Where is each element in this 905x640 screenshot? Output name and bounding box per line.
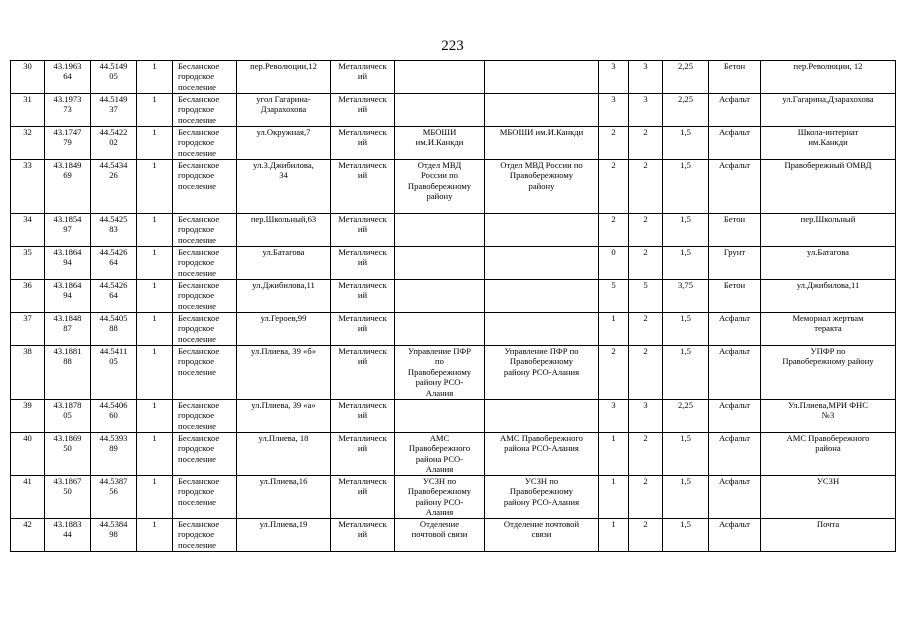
row-number: 31 bbox=[11, 94, 45, 127]
count-cell: 1 bbox=[599, 519, 629, 552]
settlement-cell: Бесланское городское поселение bbox=[173, 127, 237, 160]
address-cell: ул.Плиева, 39 «б» bbox=[237, 346, 331, 400]
owner-cell: АМС Правобережного района РСО- Алания bbox=[395, 433, 485, 476]
count-cell: 2 bbox=[599, 346, 629, 400]
quantity-cell: 1 bbox=[137, 476, 173, 519]
settlement-cell: Бесланское городское поселение bbox=[173, 280, 237, 313]
capacity-cell: 2 bbox=[629, 346, 663, 400]
owner-cell bbox=[395, 61, 485, 94]
owner-cell: УСЗН по Правобережному району РСО- Алания bbox=[395, 476, 485, 519]
count-cell: 3 bbox=[599, 400, 629, 433]
quantity-cell: 1 bbox=[137, 160, 173, 214]
row-number: 38 bbox=[11, 346, 45, 400]
row-number: 33 bbox=[11, 160, 45, 214]
quantity-cell: 1 bbox=[137, 433, 173, 476]
surface-cell: Асфальт bbox=[709, 476, 761, 519]
owner-cell: МБОШИ им.И.Канкди bbox=[395, 127, 485, 160]
location-cell: Правобережный ОМВД bbox=[761, 160, 896, 214]
location-cell: УСЗН bbox=[761, 476, 896, 519]
table-row bbox=[11, 94, 896, 127]
count-cell: 5 bbox=[599, 280, 629, 313]
material-cell: Металлическ ий bbox=[331, 519, 395, 552]
settlement-cell: Бесланское городское поселение bbox=[173, 519, 237, 552]
longitude-cell: 44.5405 88 bbox=[91, 313, 137, 346]
address-cell: ул.З.Джибилова, 34 bbox=[237, 160, 331, 214]
area-cell: 1,5 bbox=[663, 476, 709, 519]
count-cell: 1 bbox=[599, 313, 629, 346]
surface-cell: Бетон bbox=[709, 280, 761, 313]
material-cell: Металлическ ий bbox=[331, 94, 395, 127]
count-cell: 3 bbox=[599, 61, 629, 94]
row-number: 40 bbox=[11, 433, 45, 476]
material-cell: Металлическ ий bbox=[331, 127, 395, 160]
owner-cell: Отдел МВД России по Правобережному району bbox=[395, 160, 485, 214]
capacity-cell: 2 bbox=[629, 247, 663, 280]
capacity-cell: 2 bbox=[629, 519, 663, 552]
address-cell: ул.Плиева,19 bbox=[237, 519, 331, 552]
owner-full-cell: Отделение почтовой связи bbox=[485, 519, 599, 552]
capacity-cell: 2 bbox=[629, 476, 663, 519]
latitude-cell: 43.1747 79 bbox=[45, 127, 91, 160]
owner-cell bbox=[395, 280, 485, 313]
capacity-cell: 2 bbox=[629, 127, 663, 160]
surface-cell: Бетон bbox=[709, 61, 761, 94]
count-cell: 1 bbox=[599, 433, 629, 476]
capacity-cell: 2 bbox=[629, 160, 663, 214]
row-number: 37 bbox=[11, 313, 45, 346]
address-cell: угол Гагарина- Дзарахохова bbox=[237, 94, 331, 127]
area-cell: 2,25 bbox=[663, 61, 709, 94]
owner-cell: Отделение почтовой связи bbox=[395, 519, 485, 552]
quantity-cell: 1 bbox=[137, 400, 173, 433]
latitude-cell: 43.1973 73 bbox=[45, 94, 91, 127]
address-cell: ул.Окружная,7 bbox=[237, 127, 331, 160]
settlement-cell: Бесланское городское поселение bbox=[173, 476, 237, 519]
address-cell: ул.Джибилова,11 bbox=[237, 280, 331, 313]
quantity-cell: 1 bbox=[137, 280, 173, 313]
area-cell: 2,25 bbox=[663, 94, 709, 127]
location-cell: пер.Революции, 12 bbox=[761, 61, 896, 94]
longitude-cell: 44.5434 26 bbox=[91, 160, 137, 214]
capacity-cell: 3 bbox=[629, 61, 663, 94]
owner-cell bbox=[395, 400, 485, 433]
row-number: 39 bbox=[11, 400, 45, 433]
row-number: 36 bbox=[11, 280, 45, 313]
owner-full-cell bbox=[485, 214, 599, 247]
quantity-cell: 1 bbox=[137, 214, 173, 247]
longitude-cell: 44.5149 37 bbox=[91, 94, 137, 127]
area-cell: 1,5 bbox=[663, 247, 709, 280]
area-cell: 2,25 bbox=[663, 400, 709, 433]
count-cell: 0 bbox=[599, 247, 629, 280]
longitude-cell: 44.5149 05 bbox=[91, 61, 137, 94]
row-number: 32 bbox=[11, 127, 45, 160]
area-cell: 1,5 bbox=[663, 433, 709, 476]
longitude-cell: 44.5422 02 bbox=[91, 127, 137, 160]
table-row bbox=[11, 160, 896, 214]
table-row bbox=[11, 214, 896, 247]
area-cell: 1,5 bbox=[663, 519, 709, 552]
material-cell: Металлическ ий bbox=[331, 214, 395, 247]
count-cell: 2 bbox=[599, 127, 629, 160]
location-cell: Ул.Плиева,МРИ ФНС №3 bbox=[761, 400, 896, 433]
table-row bbox=[11, 313, 896, 346]
longitude-cell: 44.5393 89 bbox=[91, 433, 137, 476]
surface-cell: Асфальт bbox=[709, 346, 761, 400]
count-cell: 1 bbox=[599, 476, 629, 519]
latitude-cell: 43.1867 50 bbox=[45, 476, 91, 519]
address-cell: ул.Плиева,16 bbox=[237, 476, 331, 519]
surface-cell: Асфальт bbox=[709, 160, 761, 214]
surface-cell: Асфальт bbox=[709, 127, 761, 160]
owner-cell: Управление ПФР по Правобережному району РСО- Алания bbox=[395, 346, 485, 400]
row-number: 41 bbox=[11, 476, 45, 519]
address-cell: ул.Плиева, 18 bbox=[237, 433, 331, 476]
settlement-cell: Бесланское городское поселение bbox=[173, 94, 237, 127]
area-cell: 3,75 bbox=[663, 280, 709, 313]
settlement-cell: Бесланское городское поселение bbox=[173, 433, 237, 476]
capacity-cell: 2 bbox=[629, 433, 663, 476]
owner-cell bbox=[395, 313, 485, 346]
count-cell: 2 bbox=[599, 160, 629, 214]
settlement-cell: Бесланское городское поселение bbox=[173, 214, 237, 247]
location-cell: УПФР по Правобережному району bbox=[761, 346, 896, 400]
latitude-cell: 43.1848 87 bbox=[45, 313, 91, 346]
capacity-cell: 2 bbox=[629, 214, 663, 247]
count-cell: 3 bbox=[599, 94, 629, 127]
table-row bbox=[11, 127, 896, 160]
material-cell: Металлическ ий bbox=[331, 247, 395, 280]
page-number: 223 bbox=[441, 38, 464, 54]
table-row bbox=[11, 247, 896, 280]
count-cell: 2 bbox=[599, 214, 629, 247]
location-cell: пер.Школьный bbox=[761, 214, 896, 247]
surface-cell: Асфальт bbox=[709, 433, 761, 476]
quantity-cell: 1 bbox=[137, 247, 173, 280]
owner-full-cell: УСЗН по Правобережному району РСО-Алания bbox=[485, 476, 599, 519]
area-cell: 1,5 bbox=[663, 346, 709, 400]
area-cell: 1,5 bbox=[663, 313, 709, 346]
owner-full-cell: Отдел МВД России по Правобережному району bbox=[485, 160, 599, 214]
longitude-cell: 44.5426 64 bbox=[91, 247, 137, 280]
quantity-cell: 1 bbox=[137, 61, 173, 94]
latitude-cell: 43.1864 94 bbox=[45, 247, 91, 280]
settlement-cell: Бесланское городское поселение bbox=[173, 400, 237, 433]
latitude-cell: 43.1854 97 bbox=[45, 214, 91, 247]
table-row bbox=[11, 400, 896, 433]
longitude-cell: 44.5425 83 bbox=[91, 214, 137, 247]
location-cell: ул.Гагарина,Дзарахохова bbox=[761, 94, 896, 127]
longitude-cell: 44.5411 05 bbox=[91, 346, 137, 400]
quantity-cell: 1 bbox=[137, 127, 173, 160]
latitude-cell: 43.1881 88 bbox=[45, 346, 91, 400]
owner-full-cell bbox=[485, 61, 599, 94]
location-cell: Мемориал жертвам теракта bbox=[761, 313, 896, 346]
address-cell: ул.Батагова bbox=[237, 247, 331, 280]
capacity-cell: 5 bbox=[629, 280, 663, 313]
owner-full-cell bbox=[485, 94, 599, 127]
owner-cell bbox=[395, 94, 485, 127]
settlement-cell: Бесланское городское поселение bbox=[173, 313, 237, 346]
surface-cell: Асфальт bbox=[709, 313, 761, 346]
table-row bbox=[11, 433, 896, 476]
settlement-cell: Бесланское городское поселение bbox=[173, 160, 237, 214]
area-cell: 1,5 bbox=[663, 160, 709, 214]
area-cell: 1,5 bbox=[663, 214, 709, 247]
area-cell: 1,5 bbox=[663, 127, 709, 160]
latitude-cell: 43.1864 94 bbox=[45, 280, 91, 313]
owner-full-cell: АМС Правобережного района РСО-Алания bbox=[485, 433, 599, 476]
material-cell: Металлическ ий bbox=[331, 476, 395, 519]
material-cell: Металлическ ий bbox=[331, 61, 395, 94]
table-row bbox=[11, 476, 896, 519]
latitude-cell: 43.1883 44 bbox=[45, 519, 91, 552]
address-cell: ул.Героев,99 bbox=[237, 313, 331, 346]
owner-cell bbox=[395, 247, 485, 280]
address-cell: пер.Революции,12 bbox=[237, 61, 331, 94]
location-cell: АМС Правобережного района bbox=[761, 433, 896, 476]
table-row bbox=[11, 519, 896, 552]
surface-cell: Асфальт bbox=[709, 94, 761, 127]
settlement-cell: Бесланское городское поселение bbox=[173, 247, 237, 280]
material-cell: Металлическ ий bbox=[331, 433, 395, 476]
container-sites-table bbox=[10, 60, 896, 552]
location-cell: ул.Батагова bbox=[761, 247, 896, 280]
owner-full-cell: Управление ПФР по Правобережному району РСО-Алания bbox=[485, 346, 599, 400]
owner-cell bbox=[395, 214, 485, 247]
location-cell: Почта bbox=[761, 519, 896, 552]
table-row bbox=[11, 346, 896, 400]
location-cell: ул.Джибилова,11 bbox=[761, 280, 896, 313]
quantity-cell: 1 bbox=[137, 346, 173, 400]
owner-full-cell bbox=[485, 280, 599, 313]
capacity-cell: 2 bbox=[629, 313, 663, 346]
quantity-cell: 1 bbox=[137, 313, 173, 346]
material-cell: Металлическ ий bbox=[331, 346, 395, 400]
owner-full-cell: МБОШИ им.И.Канкди bbox=[485, 127, 599, 160]
row-number: 30 bbox=[11, 61, 45, 94]
quantity-cell: 1 bbox=[137, 94, 173, 127]
longitude-cell: 44.5384 98 bbox=[91, 519, 137, 552]
material-cell: Металлическ ий bbox=[331, 313, 395, 346]
longitude-cell: 44.5406 60 bbox=[91, 400, 137, 433]
latitude-cell: 43.1963 64 bbox=[45, 61, 91, 94]
surface-cell: Асфальт bbox=[709, 400, 761, 433]
row-number: 42 bbox=[11, 519, 45, 552]
material-cell: Металлическ ий bbox=[331, 280, 395, 313]
row-number: 35 bbox=[11, 247, 45, 280]
latitude-cell: 43.1878 05 bbox=[45, 400, 91, 433]
owner-full-cell bbox=[485, 313, 599, 346]
owner-full-cell bbox=[485, 400, 599, 433]
address-cell: пер.Школьный,63 bbox=[237, 214, 331, 247]
row-number: 34 bbox=[11, 214, 45, 247]
longitude-cell: 44.5387 56 bbox=[91, 476, 137, 519]
settlement-cell: Бесланское городское поселение bbox=[173, 346, 237, 400]
quantity-cell: 1 bbox=[137, 519, 173, 552]
latitude-cell: 43.1849 69 bbox=[45, 160, 91, 214]
table-row bbox=[11, 61, 896, 94]
settlement-cell: Бесланское городское поселение bbox=[173, 61, 237, 94]
longitude-cell: 44.5426 64 bbox=[91, 280, 137, 313]
table-row bbox=[11, 280, 896, 313]
material-cell: Металлическ ий bbox=[331, 400, 395, 433]
latitude-cell: 43.1869 50 bbox=[45, 433, 91, 476]
owner-full-cell bbox=[485, 247, 599, 280]
location-cell: Школа-интернат им.Канкди bbox=[761, 127, 896, 160]
capacity-cell: 3 bbox=[629, 94, 663, 127]
address-cell: ул.Плиева, 39 «а» bbox=[237, 400, 331, 433]
surface-cell: Асфальт bbox=[709, 519, 761, 552]
surface-cell: Бетон bbox=[709, 214, 761, 247]
material-cell: Металлическ ий bbox=[331, 160, 395, 214]
surface-cell: Грунт bbox=[709, 247, 761, 280]
capacity-cell: 3 bbox=[629, 400, 663, 433]
